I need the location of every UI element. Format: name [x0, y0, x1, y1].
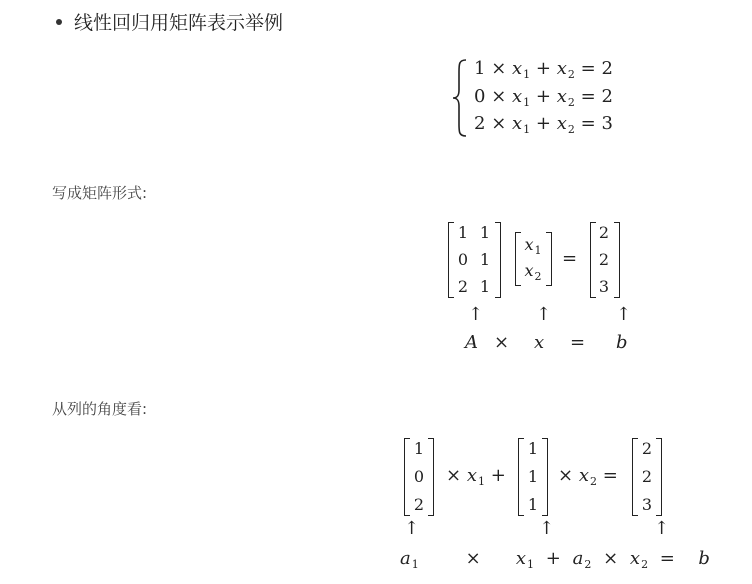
column-a1-cell: 2	[413, 495, 425, 514]
label-a-matrix: A	[465, 332, 478, 353]
heading-text: 线性回归用矩阵表示举例	[74, 12, 284, 34]
times-x2-equals: × $x_2$ =	[558, 465, 618, 488]
column-b-cell: 2	[641, 467, 653, 486]
matrix-a-cell: 1	[457, 223, 469, 242]
column-a2-left-bracket	[518, 438, 524, 516]
matrix-a-cell: 0	[457, 250, 469, 269]
column-b-cell: 3	[641, 495, 653, 514]
matrix-a-cell: 1	[479, 277, 491, 296]
matrix-a-left-bracket	[448, 222, 454, 298]
column-b-cell: 2	[641, 439, 653, 458]
vector-b-left-bracket	[590, 222, 596, 298]
vector-x-left-bracket	[515, 232, 521, 286]
matrix-a-cell: 1	[479, 223, 491, 242]
label-equals: =	[570, 332, 586, 353]
matrix-a-cell: 2	[457, 277, 469, 296]
equation-line: $0 \times x_1 + x_2 = 2$	[474, 86, 613, 109]
section-matrix-label: 写成矩阵形式:	[52, 184, 148, 202]
matrix-a-cell: 1	[479, 250, 491, 269]
matrix-form	[440, 218, 660, 358]
column-a1-cell: 0	[413, 467, 425, 486]
matrix-a-right-bracket	[495, 222, 501, 298]
vector-x-right-bracket	[546, 232, 552, 286]
equation-line: $1 \times x_1 + x_2 = 2$	[474, 58, 613, 81]
column-a1-left-bracket	[404, 438, 410, 516]
left-brace-icon	[452, 58, 468, 138]
column-a2-cell: 1	[527, 495, 539, 514]
column-b-right-bracket	[656, 438, 662, 516]
vector-b-cell: 3	[598, 277, 610, 296]
bullet-dot-icon	[56, 19, 62, 25]
times-sign: × $x_1$ +	[446, 465, 506, 488]
column-a1-right-bracket	[428, 438, 434, 516]
section-column-label: 从列的角度看:	[52, 400, 148, 418]
equation-line: $2 \times x_1 + x_2 = 3$	[474, 113, 613, 136]
label-b-vector: b	[616, 332, 628, 353]
up-arrow-icon: ↑	[616, 304, 632, 325]
up-arrow-icon: ↑	[404, 518, 420, 539]
up-arrow-icon: ↑	[539, 518, 555, 539]
equals-sign: =	[562, 248, 578, 269]
vector-b-cell: 2	[598, 250, 610, 269]
up-arrow-icon: ↑	[468, 304, 484, 325]
bullet-heading	[56, 8, 283, 35]
column-b-left-bracket	[632, 438, 638, 516]
column-form	[396, 434, 710, 580]
label-times: ×	[494, 332, 510, 353]
label-x-vector: x	[534, 332, 545, 353]
vector-x-cell: $x_1$	[524, 235, 542, 257]
equation-system	[452, 56, 642, 140]
vector-b-cell: 2	[598, 223, 610, 242]
column-a2-right-bracket	[542, 438, 548, 516]
up-arrow-icon: ↑	[536, 304, 552, 325]
column-a2-cell: 1	[527, 439, 539, 458]
column-a2-cell: 1	[527, 467, 539, 486]
vector-b-right-bracket	[614, 222, 620, 298]
vector-x-cell: $x_2$	[524, 261, 542, 283]
up-arrow-icon: ↑	[654, 518, 670, 539]
column-a1-cell: 1	[413, 439, 425, 458]
column-labels-row: $a_1$ × $x_1 + a_2 \times x_2 = b$	[400, 548, 710, 571]
